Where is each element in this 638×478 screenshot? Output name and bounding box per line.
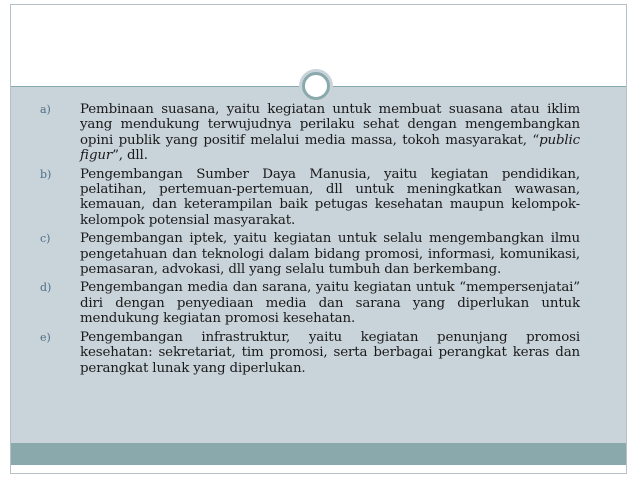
list-item-text-part: Pembinaan suasana, yaitu kegiatan untuk membuat suasana atau iklim yang mendukung terwujudnya perilaku sehat dengan mengembangkan opini publik yang positif melalui media massa, tokoh masyarakat, “ (80, 102, 580, 148)
list-marker: c) (40, 232, 51, 246)
list-item-text: Pengembangan Sumber Daya Manusia, yaitu kegiatan pendidikan, pelatihan, pertemuan-pertemuan, dll untuk meningkatkan wawasan, kemauan, dan keterampilan baik petugas kesehatan maupun kelompok-kelompok potensial masyarakat. (80, 166, 580, 228)
circle-ornament-icon (302, 72, 330, 100)
list-item (40, 167, 580, 229)
list-marker: d) (40, 281, 52, 295)
list-marker: e) (40, 330, 51, 344)
list-item-text-part: ”, dll. (112, 148, 148, 164)
list-item (40, 280, 580, 326)
list-marker: a) (40, 103, 51, 116)
list-item (40, 231, 580, 277)
bullet-list (40, 102, 580, 379)
list-item-text: Pengembangan media dan sarana, yaitu kegiatan untuk “mempersenjatai” diri dengan penyediaan media dan sarana yang diperlukan untuk mendukung kegiatan promosi kesehatan. (80, 280, 580, 327)
list-item-text: Pengembangan infrastruktur, yaitu kegiatan penunjang promosi kesehatan: sekretariat, tim promosi, serta berbagai perangkat keras dan perangkat lunak yang diperlukan. (80, 329, 580, 376)
italic-term: public figur (80, 132, 580, 164)
list-item (40, 102, 580, 164)
list-item (40, 330, 580, 376)
list-marker: b) (40, 167, 52, 181)
list-item-text: Pengembangan iptek, yaitu kegiatan untuk selalu mengembangkan ilmu pengetahuan dan teknologi dalam bidang promosi, informasi, komunikasi, pemasaran, advokasi, dll yang selalu tumbuh dan berkembang. (80, 231, 580, 278)
list-item-text (80, 102, 580, 164)
